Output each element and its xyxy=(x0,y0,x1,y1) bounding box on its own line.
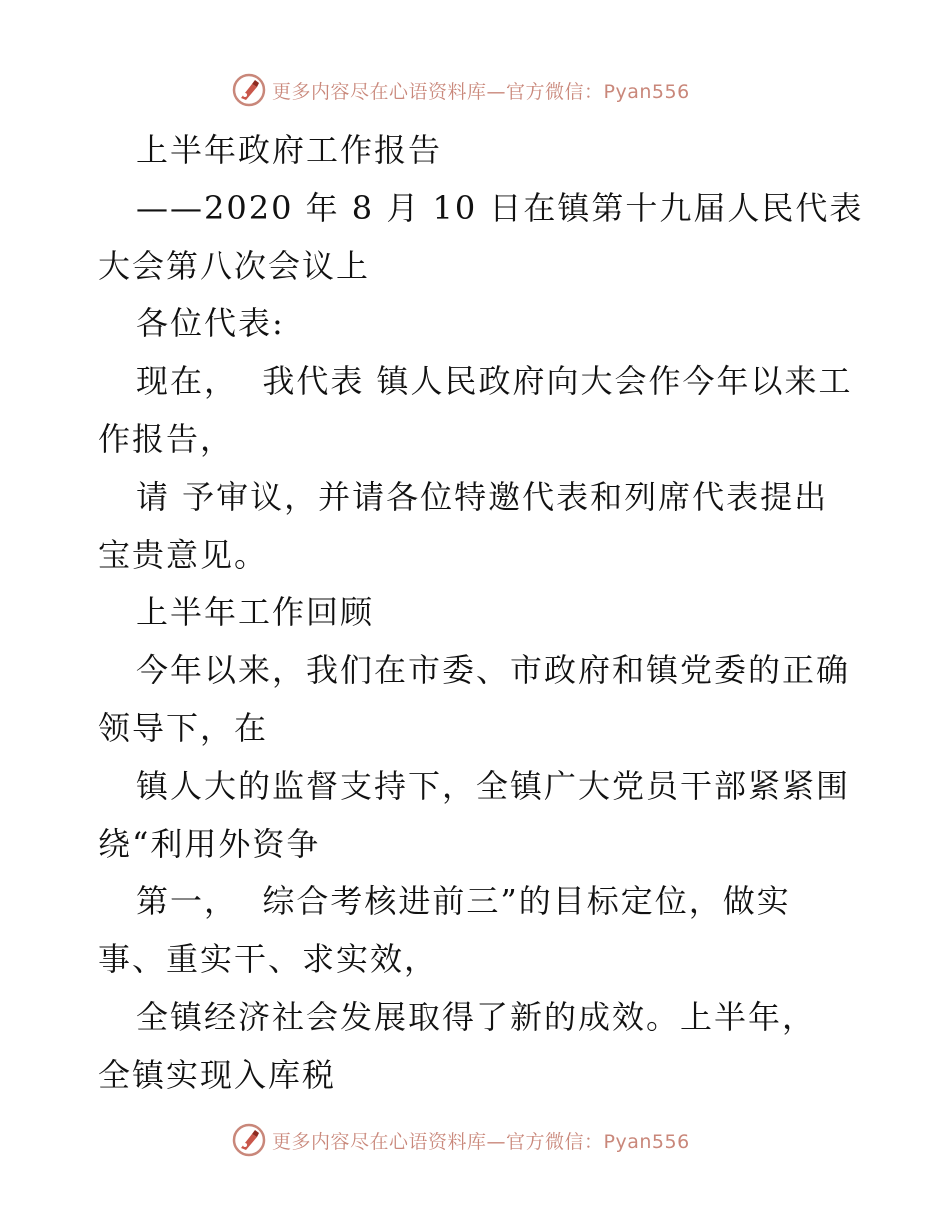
pen-nib-logo-icon xyxy=(232,73,266,107)
document-line: 请 予审议，并请各位特邀代表和列席代表提出 xyxy=(136,477,829,516)
document-line: 现在， 我代表 镇人民政府向大会作今年以来工 xyxy=(136,362,853,401)
watermark-text: 更多内容尽在心语资料库—官方微信：Pyan556 xyxy=(272,80,690,103)
document-line: 事、重实干、求实效， xyxy=(98,940,439,979)
document-line: 上半年工作回顾 xyxy=(136,593,375,632)
document-line: 各位代表: xyxy=(136,304,285,343)
document-line: 领导下，在 xyxy=(98,708,269,747)
watermark-text: 更多内容尽在心语资料库—官方微信：Pyan556 xyxy=(272,1130,690,1153)
document-line: 作报告， xyxy=(98,419,235,458)
header-watermark xyxy=(232,72,690,108)
document-line: ——2020 年 8 月 10 日在镇第十九届人民代表 xyxy=(136,188,864,227)
document-line: 全镇经济社会发展取得了新的成效。上半年， xyxy=(136,997,817,1036)
document-line: 今年以来，我们在市委、市政府和镇党委的正确 xyxy=(136,651,851,690)
document-body xyxy=(98,122,864,1105)
document-line: 第一， 综合考核进前三”的目标定位，做实 xyxy=(136,882,791,921)
pen-nib-logo-icon xyxy=(232,1123,266,1157)
footer-watermark xyxy=(232,1122,690,1158)
document-line: 上半年政府工作报告 xyxy=(136,131,443,169)
document-line: 绕“利用外资争 xyxy=(98,824,321,863)
document-line: 大会第八次会议上 xyxy=(98,246,371,285)
document-line: 全镇实现入库税 xyxy=(98,1055,337,1094)
document-line: 宝贵意见。 xyxy=(98,535,269,574)
document-line: 镇人大的监督支持下，全镇广大党员干部紧紧围 xyxy=(136,766,851,805)
